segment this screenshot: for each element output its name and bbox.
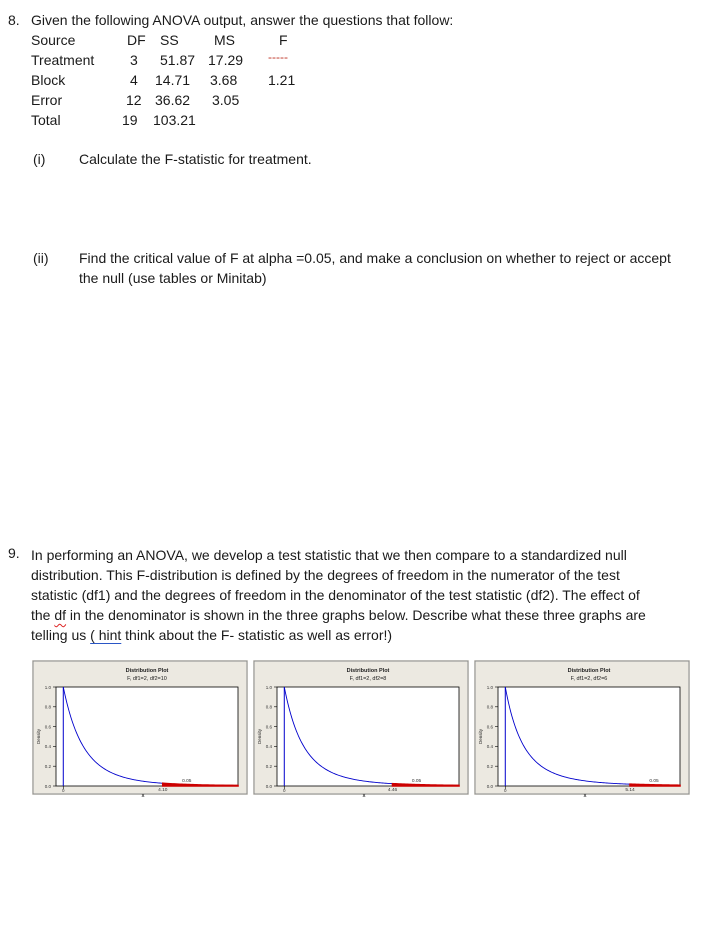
table-cell-df: 4 [130, 72, 138, 88]
table-cell-source: Total [31, 112, 61, 128]
spellcheck-word: df [54, 607, 67, 623]
y-tick-label: 0.4 [486, 744, 493, 750]
alpha-label: 0.05 [649, 779, 659, 784]
table-cell-ms: 17.29 [208, 52, 244, 68]
plot-subtitle: F, df1=2, df2=8 [349, 676, 387, 682]
distribution-plot-df2-10 [32, 660, 248, 798]
y-tick-label: 0.8 [486, 704, 493, 710]
alpha-label: 0.05 [182, 779, 192, 784]
plot-area [277, 687, 459, 786]
alpha-label: 0.05 [411, 779, 422, 784]
table-cell-df: 3 [130, 52, 138, 68]
text-line: distribution. This F-distribution is defined by the degrees of freedom in the numerator of the test [31, 567, 620, 583]
y-axis-label: Density [257, 728, 262, 745]
table-cell-source: Block [31, 72, 66, 88]
question-9-text [31, 545, 715, 645]
text-line: In performing an ANOVA, we develop a test statistic that we then compare to a standardized null [31, 547, 627, 563]
y-tick-label: 0.6 [265, 724, 272, 730]
plot-subtitle: F, df1=2, df2=10 [127, 676, 167, 682]
question-9-number: 9. [8, 545, 20, 561]
question-8-number: 8. [8, 12, 20, 28]
question-8-prompt: Given the following ANOVA output, answer the questions that follow: [31, 12, 454, 28]
y-tick-label: 0.8 [44, 704, 51, 710]
distribution-plot-df2-8 [253, 660, 469, 798]
y-axis-label: Density [478, 728, 483, 745]
table-cell-df: 12 [126, 92, 142, 108]
table-header-ss: SS [160, 32, 179, 48]
y-tick-label: 1.0 [44, 684, 51, 690]
table-cell-f: ----- [268, 50, 288, 64]
table-cell-df: 19 [122, 112, 138, 128]
y-tick-label: 0.0 [265, 783, 272, 789]
part-i-label: (i) [33, 151, 46, 167]
part-i-text: Calculate the F-statistic for treatment. [79, 151, 312, 167]
plot-title: Distribution Plot [346, 668, 390, 674]
part-ii-line-2: the null (use tables or Minitab) [79, 270, 267, 286]
text-line: telling us ( hint think about the F- statistic as well as error!) [31, 627, 393, 643]
text-line: statistic (df1) and the degrees of freedom in the denominator of the test statistic (df2). The effect of [31, 587, 640, 603]
critical-value-label: 4.46 [387, 788, 398, 793]
critical-value-label: 4.10 [158, 788, 168, 793]
table-header-df: DF [127, 32, 146, 48]
critical-value-label: 5.14 [625, 788, 635, 793]
x-axis-label: X [362, 793, 366, 798]
y-tick-label: 1.0 [265, 684, 272, 690]
y-tick-label: 0.0 [44, 783, 51, 789]
table-cell-ms: 3.05 [212, 92, 240, 108]
x-tick-label: 0 [283, 788, 286, 793]
table-header-source: Source [31, 32, 76, 48]
plot-title: Distribution Plot [567, 668, 611, 674]
y-tick-label: 0.6 [486, 724, 493, 730]
hint-link[interactable]: ( hint [90, 627, 122, 643]
table-cell-ss: 51.87 [160, 52, 196, 68]
y-tick-label: 0.2 [44, 764, 51, 769]
table-header-f: F [279, 32, 288, 48]
x-axis-label: X [141, 793, 145, 798]
table-header-ms: MS [214, 32, 235, 48]
text-line: the df in the denominator is shown in the three graphs below. Describe what these three graphs are [31, 607, 646, 623]
x-tick-label: 0 [504, 788, 507, 793]
part-ii-label: (ii) [33, 250, 49, 266]
table-cell-ss: 36.62 [155, 92, 191, 108]
table-cell-ms: 3.68 [210, 72, 238, 88]
table-cell-ss: 14.71 [155, 72, 191, 88]
table-cell-f: 1.21 [268, 72, 296, 88]
plot-subtitle: F, df1=2, df2=6 [570, 676, 608, 682]
table-cell-source: Treatment [31, 52, 95, 68]
plot-area [498, 687, 680, 786]
y-tick-label: 0.2 [486, 764, 493, 769]
y-tick-label: 0.2 [265, 764, 272, 769]
y-tick-label: 0.8 [265, 704, 272, 710]
y-tick-label: 0.4 [265, 744, 272, 750]
x-axis-label: X [583, 793, 587, 798]
y-tick-label: 0.4 [44, 744, 51, 750]
x-tick-label: 0 [62, 788, 65, 793]
y-tick-label: 0.0 [486, 783, 493, 789]
distribution-plot-df2-6 [474, 660, 690, 798]
table-cell-source: Error [31, 92, 63, 108]
plot-area [56, 687, 238, 786]
y-tick-label: 0.6 [44, 724, 51, 730]
part-ii-line-1: Find the critical value of F at alpha =0.05, and make a conclusion on whether to reject or accept [79, 250, 671, 266]
plot-title: Distribution Plot [125, 668, 169, 674]
y-axis-label: Density [36, 728, 41, 745]
y-tick-label: 1.0 [486, 684, 493, 690]
table-cell-ss: 103.21 [153, 112, 196, 128]
